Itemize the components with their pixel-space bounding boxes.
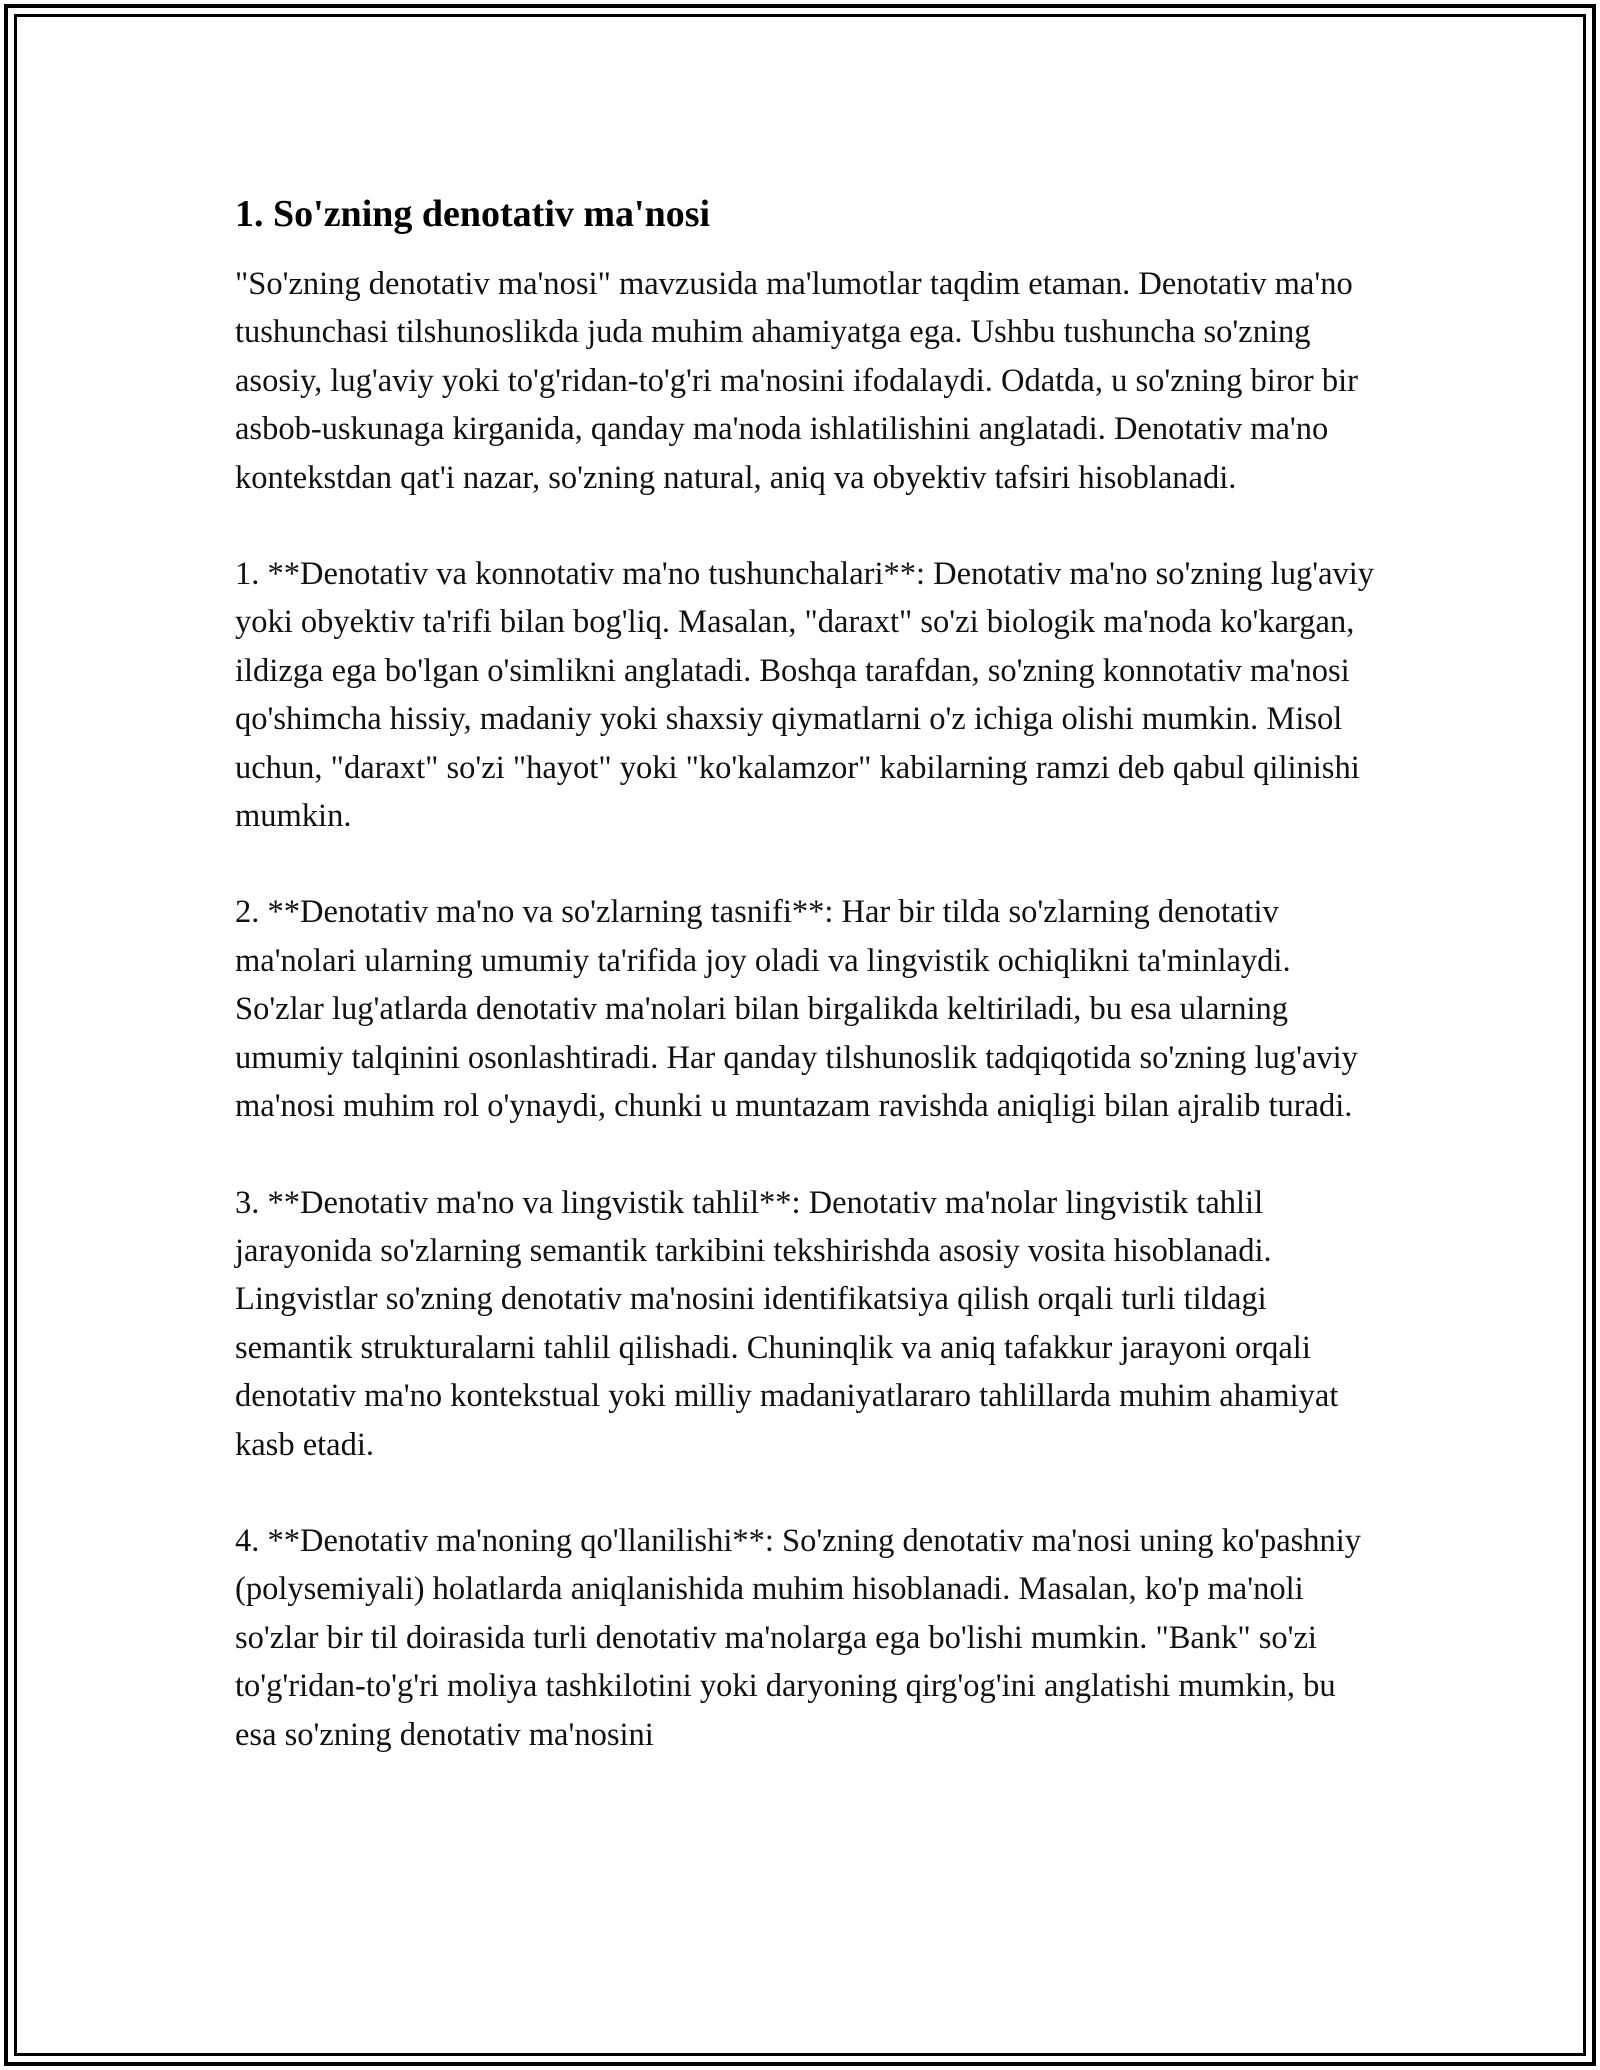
document-body xyxy=(235,186,1385,1759)
paragraph-linguistic-analysis: 3. **Denotativ ma'no va lingvistik tahlil**: Denotativ ma'nolar lingvistik tahlil jarayonida so'zlarning semantik tarkibini tekshirishda asosiy vosita hisoblanadi. Lingvistlar so'zning denotativ ma'nosini identifikatsiya qilish orqali turli tildagi semantik strukturalarni tahlil qilishadi. Chuninqlik va aniq tafakkur jarayoni orqali denotativ ma'no kontekstual yoki milliy madaniyatlararo tahlillarda muhim ahamiyat kasb etadi. xyxy=(235,1184,1339,1463)
paragraph-word-classification: 2. **Denotativ ma'no va so'zlarning tasnifi**: Har bir tilda so'zlarning denotativ ma'nolari ularning umumiy ta'rifida joy oladi va lingvistik ochiqlikni ta'minlaydi. So'zlar lug'atlarda denotativ ma'nolari bilan birgalikda keltiriladi, bu esa ularning umumiy talqinini osonlashtiradi. Har qanday tilshunoslik tadqiqotida so'zning lug'aviy ma'nosi muhim rol o'ynaydi, chunki u muntazam ravishda aniqligi bilan ajralib turadi. xyxy=(235,894,1358,1125)
section-title: 1. So'zning denotativ ma'nosi xyxy=(235,193,711,235)
intro-paragraph: "So'zning denotativ ma'nosi" mavzusida ma'lumotlar taqdim etaman. Denotativ ma'no tushunchasi tilshunoslikda juda muhim ahamiyatga ega. Ushbu tushuncha so'zning asosiy, lug'aviy yoki to'g'ridan-to'g'ri ma'nosini ifodalaydi. Odatda, u so'zning biror bir asbob-uskunaga kirganida, qanday ma'noda ishlatilishini anglatadi. Denotativ ma'no kontekstdan qat'i nazar, so'zning natural, aniq va obyektiv tafsiri hisoblanadi. xyxy=(235,266,1358,496)
paragraph-denotative-connotative: 1. **Denotativ va konnotativ ma'no tushunchalari**: Denotativ ma'no so'zning lug'aviy yoki obyektiv ta'rifi bilan bog'liq. Masalan, "daraxt" so'zi biologik ma'noda ko'kargan, ildizga ega bo'lgan o'simlikni anglatadi. Boshqa tarafdan, so'zning konnotativ ma'nosi qo'shimcha hissiy, madaniy yoki shaxsiy qiymatlarni o'z ichiga olishi mumkin. Misol uchun, "daraxt" so'zi "hayot" yoki "ko'kalamzor" kabilarning ramzi deb qabul qilinishi mumkin. xyxy=(235,556,1375,835)
paragraph-application: 4. **Denotativ ma'noning qo'llanilishi**: So'zning denotativ ma'nosi uning ko'pashniy (polysemiyali) holatlarda aniqlanishida muhim hisoblanadi. Masalan, ko'p ma'noli so'zlar bir til doirasida turli denotativ ma'nolarga ega bo'lishi mumkin. "Bank" so'zi to'g'ridan-to'g'ri moliya tashkilotini yoki daryoning qirg'og'ini anglatishi mumkin, bu esa so'zning denotativ ma'nosini xyxy=(235,1522,1362,1753)
